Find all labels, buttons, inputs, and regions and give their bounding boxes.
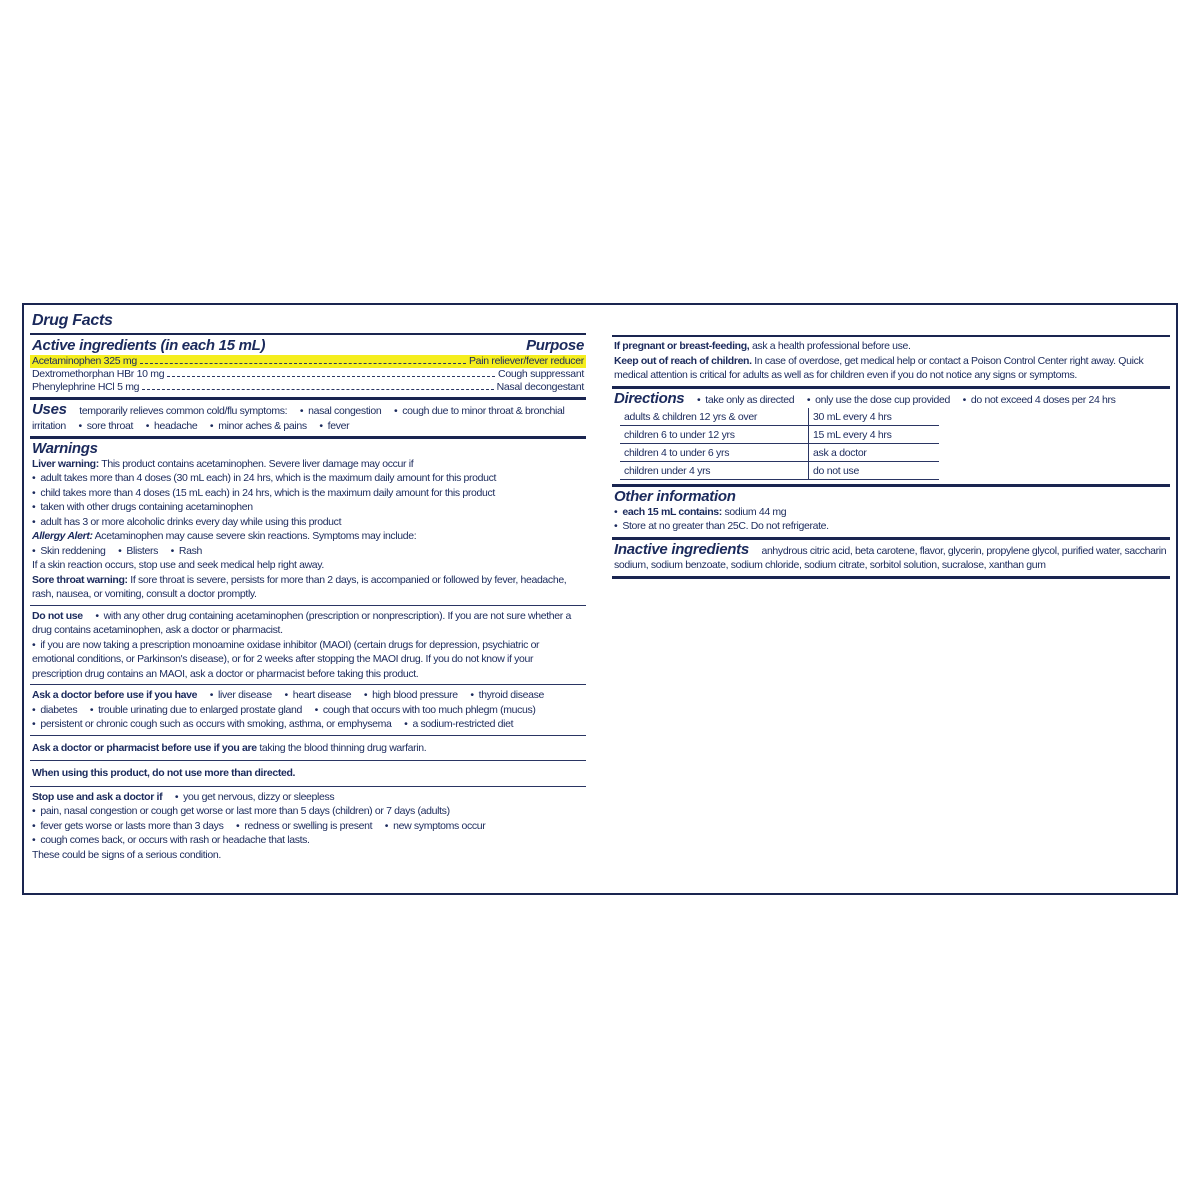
divider: [612, 484, 1170, 487]
active-ingredients-header: [30, 337, 586, 355]
ingredient-name: Acetaminophen 325 mg: [32, 355, 137, 367]
stop-use-section: [30, 790, 586, 863]
allergy-alert-label: Allergy Alert:: [32, 530, 93, 542]
pregnant-keepout-section: [612, 339, 1170, 383]
ask-doctor-item: • high blood pressure: [364, 689, 458, 701]
liver-warning-item: • adult takes more than 4 doses (30 mL each) in 24 hrs, which is the maximum daily amount for this product: [32, 471, 584, 486]
warnings-heading: Warnings: [32, 440, 98, 457]
leader-dots: [167, 376, 495, 377]
do-not-use-item: • if you are now taking a prescription monoamine oxidase inhibitor (MAOI) (certain drugs for depression, psychiatric or emotional conditions, or Parkinson's disease), or for 2 weeks after stopping the MAOI drug. If you do not know if your prescription drug contains an MAOI, ask a doctor or pharmacist before taking this product.: [32, 638, 584, 682]
sore-throat-text: If sore throat is severe, persists for more than 2 days, is accompanied or followed by fever, headache, rash, nausea, or vomiting, consult a doctor promptly.: [32, 573, 567, 600]
drug-facts-panel: [22, 303, 1178, 895]
dose-cell: do not use: [809, 462, 940, 480]
divider: [612, 335, 1170, 337]
do-not-use-section: [30, 609, 586, 682]
active-ingredient-row: [30, 381, 586, 394]
divider: [30, 684, 586, 685]
allergy-item: • Rash: [171, 545, 202, 557]
do-not-use-label: Do not use: [32, 609, 83, 622]
liver-warning-item: • taken with other drugs containing acetaminophen: [32, 500, 584, 515]
table-row: [620, 444, 939, 462]
pregnant-text: ask a health professional before use.: [751, 340, 911, 352]
ask-doctor-item: • diabetes: [32, 704, 77, 716]
uses-intro: temporarily relieves common cold/flu symptoms:: [79, 405, 288, 417]
stop-use-item: • cough comes back, or occurs with rash or headache that lasts.: [32, 833, 584, 848]
ask-doctor-section: [30, 688, 586, 732]
liver-warning-text: This product contains acetaminophen. Severe liver damage may occur if: [101, 457, 414, 470]
ingredient-name: Phenylephrine HCl 5 mg: [32, 381, 140, 393]
divider: [30, 735, 586, 736]
directions-heading: Directions: [614, 389, 685, 407]
ask-doctor-item: • trouble urinating due to enlarged prostate gland: [90, 704, 302, 716]
ask-doctor-item: • thyroid disease: [470, 689, 544, 701]
directions-section: [612, 389, 1170, 408]
uses-heading: Uses: [32, 401, 67, 418]
allergy-item: • Skin reddening: [32, 545, 105, 557]
left-column: [30, 309, 586, 862]
liver-warning-label: Liver warning:: [32, 457, 99, 470]
dose-cell: ask a doctor: [809, 444, 940, 462]
other-info-heading: Other information: [614, 488, 736, 505]
when-using-text: When using this product, do not use more than directed.: [32, 767, 296, 779]
directions-table: [620, 408, 939, 480]
stop-use-item: • pain, nasal congestion or cough get worse or last more than 5 days (children) or 7 days (adults): [32, 804, 584, 819]
use-item: • nasal congestion: [300, 405, 382, 417]
ask-doctor-item: • persistent or chronic cough such as occurs with smoking, asthma, or emphysema: [32, 718, 392, 730]
leader-dots: [140, 363, 466, 364]
age-cell: adults & children 12 yrs & over: [620, 408, 809, 426]
right-column: [612, 309, 1170, 582]
other-info-label: each 15 mL contains:: [622, 505, 722, 518]
inactive-text: anhydrous citric acid, beta carotene, flavor, glycerin, propylene glycol, purified water, saccharin sodium, sodium benzoate, sodium chloride, sodium citrate, sorbitol solution, sucralose, xanthan gum: [614, 544, 1167, 571]
ask-pharmacist-section: [30, 739, 586, 758]
pregnant-label: If pregnant or breast-feeding,: [614, 340, 750, 352]
inactive-ingredients-section: [612, 540, 1170, 573]
other-info-text: sodium 44 mg: [724, 505, 787, 518]
ask-doctor-label: Ask a doctor before use if you have: [32, 689, 198, 701]
stop-use-after: These could be signs of a serious condition.: [32, 848, 221, 861]
use-item: bronchial irritation: [32, 405, 565, 432]
age-cell: children 6 to under 12 yrs: [620, 426, 809, 444]
keep-out-label: Keep out of reach of children.: [614, 354, 752, 367]
ingredient-purpose: Pain reliever/fever reducer: [468, 355, 584, 367]
direction-item: • do not exceed 4 doses per 24 hrs: [963, 394, 1116, 406]
active-ingredient-row: [30, 368, 586, 381]
dose-cell: 15 mL every 4 hrs: [809, 426, 940, 444]
purpose-heading: Purpose: [526, 337, 584, 354]
divider: [612, 386, 1170, 389]
use-item: • sore throat: [78, 420, 133, 432]
use-item: • minor aches & pains: [210, 420, 307, 432]
divider: [30, 605, 586, 606]
drug-facts-title: Drug Facts: [32, 312, 113, 329]
do-not-use-item: • with any other drug containing acetaminophen (prescription or nonprescription). If you are not sure whether a drug contains acetaminophen, ask a doctor or pharmacist.: [32, 610, 571, 637]
liver-warning-item: • child takes more than 4 doses (15 mL each) in 24 hrs, which is the maximum daily amount for this product: [32, 486, 584, 501]
divider: [30, 397, 586, 400]
stop-use-item: • new symptoms occur: [385, 820, 486, 832]
keep-out-text: In case of overdose, get medical help or contact a Poison Control Center right away. Quick medical attention is critical for adults as well as for children even if you do not notice any signs or symptoms.: [614, 354, 1144, 381]
table-row: [620, 408, 939, 426]
allergy-alert-text: Acetaminophen may cause severe skin reactions. Symptoms may include:: [94, 530, 417, 542]
use-item: • fever: [319, 420, 349, 432]
sore-throat-label: Sore throat warning:: [32, 573, 128, 586]
table-row: [620, 462, 939, 480]
use-item: • cough due to minor throat &: [394, 405, 522, 417]
other-info-item: • Store at no greater than 25C. Do not refrigerate.: [614, 519, 1168, 534]
divider: [30, 436, 586, 439]
allergy-after-text: If a skin reaction occurs, stop use and seek medical help right away.: [32, 559, 324, 571]
liver-warning-item: • adult has 3 or more alcoholic drinks every day while using this product: [32, 515, 584, 530]
ask-pharmacist-label: Ask a doctor or pharmacist before use if you are: [32, 741, 257, 754]
uses-section: [30, 403, 586, 433]
dose-cell: 30 mL every 4 hrs: [809, 408, 940, 426]
divider: [612, 576, 1170, 579]
direction-item: • take only as directed: [697, 394, 794, 406]
stop-use-label: Stop use and ask a doctor if: [32, 790, 163, 803]
inactive-heading: Inactive ingredients: [614, 540, 749, 558]
active-ingredients-heading: Active ingredients (in each 15 mL): [32, 337, 266, 354]
ingredient-name: Dextromethorphan HBr 10 mg: [32, 368, 165, 380]
ingredient-purpose: Nasal decongestant: [496, 381, 584, 393]
ingredient-purpose: Cough suppressant: [498, 368, 584, 380]
divider: [30, 333, 586, 335]
when-using-section: [30, 764, 586, 783]
ask-doctor-item: • a sodium-restricted diet: [404, 718, 513, 730]
leader-dots: [142, 389, 493, 390]
divider: [30, 786, 586, 787]
table-row: [620, 426, 939, 444]
spacer: [612, 309, 1170, 333]
direction-item: • only use the dose cup provided: [807, 394, 950, 406]
divider: [30, 760, 586, 761]
allergy-item: • Blisters: [118, 545, 158, 557]
ask-doctor-item: • heart disease: [284, 689, 351, 701]
other-info-section: [612, 490, 1170, 534]
use-item: • headache: [146, 420, 198, 432]
stop-use-item: • you get nervous, dizzy or sleepless: [175, 791, 335, 803]
stop-use-item: • redness or swelling is present: [236, 820, 372, 832]
warnings-section: [30, 442, 586, 602]
active-ingredient-row: [30, 355, 586, 368]
ask-doctor-item: • cough that occurs with too much phlegm (mucus): [315, 704, 536, 716]
age-cell: children 4 to under 6 yrs: [620, 444, 809, 462]
age-cell: children under 4 yrs: [620, 462, 809, 480]
divider: [612, 537, 1170, 540]
stop-use-item: • fever gets worse or lasts more than 3 days: [32, 820, 223, 832]
ask-doctor-item: • liver disease: [210, 689, 272, 701]
ask-pharmacist-text: taking the blood thinning drug warfarin.: [259, 741, 427, 754]
